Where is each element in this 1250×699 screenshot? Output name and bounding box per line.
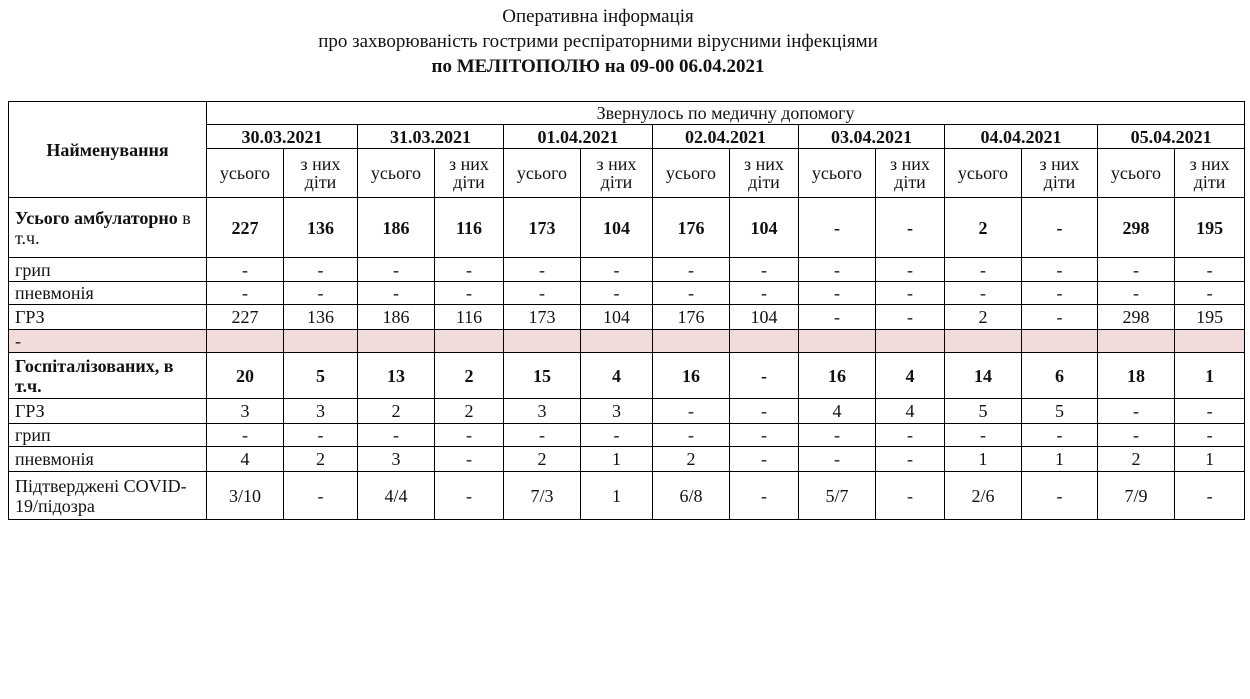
cell-value: - — [730, 258, 799, 282]
title-line-2: про захворюваність гострими респіраторними вірусними інфекціями — [318, 31, 878, 52]
cell-value: 3 — [207, 399, 284, 424]
cell-value: 3 — [581, 399, 653, 424]
row-name: - — [9, 330, 207, 353]
title-line-1: Оперативна інформація — [502, 6, 694, 27]
cell-value: 2 — [435, 353, 504, 399]
cell-value — [799, 330, 876, 353]
cell-value — [207, 330, 284, 353]
subheader-total: усього — [504, 149, 581, 198]
cell-value: - — [1022, 198, 1098, 258]
cell-value: - — [435, 472, 504, 520]
subheader-total: усього — [1098, 149, 1175, 198]
cell-value: 195 — [1175, 198, 1245, 258]
cell-value: - — [435, 424, 504, 447]
cell-value: - — [1175, 472, 1245, 520]
cell-value: - — [653, 258, 730, 282]
cell-value: - — [876, 258, 945, 282]
cell-value: 5 — [945, 399, 1022, 424]
cell-value: - — [730, 472, 799, 520]
table-row — [9, 282, 1245, 305]
row-name: грип — [9, 258, 207, 282]
cell-value: 173 — [504, 305, 581, 330]
cell-value — [1175, 330, 1245, 353]
cell-value: 227 — [207, 198, 284, 258]
cell-value: 15 — [504, 353, 581, 399]
subheader-kids: з них діти — [1175, 149, 1245, 198]
subheader-kids: з них діти — [876, 149, 945, 198]
subheader-total: усього — [653, 149, 730, 198]
cell-value: - — [876, 424, 945, 447]
date-header: 04.04.2021 — [945, 125, 1098, 149]
subheader-total: усього — [799, 149, 876, 198]
table-row — [9, 399, 1245, 424]
cell-value: - — [876, 305, 945, 330]
cell-value: 2 — [653, 447, 730, 472]
cell-value: 13 — [358, 353, 435, 399]
cell-value: 1 — [945, 447, 1022, 472]
date-header: 31.03.2021 — [358, 125, 504, 149]
cell-value — [284, 330, 358, 353]
cell-value: - — [284, 424, 358, 447]
cell-value: - — [435, 258, 504, 282]
subheader-kids: з них діти — [581, 149, 653, 198]
cell-value: - — [799, 424, 876, 447]
cell-value: - — [1175, 424, 1245, 447]
cell-value: 2 — [945, 305, 1022, 330]
cell-value: - — [358, 258, 435, 282]
cell-value: 136 — [284, 305, 358, 330]
cell-value: - — [284, 472, 358, 520]
cell-value — [945, 330, 1022, 353]
cell-value: - — [653, 282, 730, 305]
cell-value: - — [284, 258, 358, 282]
cell-value: 4 — [876, 353, 945, 399]
cell-value: - — [799, 198, 876, 258]
row-name: пневмонія — [9, 447, 207, 472]
cell-value: - — [435, 282, 504, 305]
cell-value: - — [1098, 282, 1175, 305]
cell-value: - — [504, 282, 581, 305]
cell-value: 104 — [581, 198, 653, 258]
table-row — [9, 472, 1245, 520]
row-name: Госпіталізованих, в т.ч. — [9, 353, 207, 399]
cell-value: - — [1098, 424, 1175, 447]
cell-value: 7/3 — [504, 472, 581, 520]
cell-value: - — [730, 424, 799, 447]
cell-value — [358, 330, 435, 353]
table-row — [9, 353, 1245, 399]
title-line-3: по МЕЛІТОПОЛЮ на 09-00 06.04.2021 — [431, 56, 765, 77]
cell-value: 16 — [653, 353, 730, 399]
cell-value: 4 — [207, 447, 284, 472]
cell-value — [730, 330, 799, 353]
cell-value: - — [799, 282, 876, 305]
date-header: 30.03.2021 — [207, 125, 358, 149]
cell-value: 3/10 — [207, 472, 284, 520]
cell-value: - — [207, 258, 284, 282]
cell-value: - — [1022, 472, 1098, 520]
cell-value: 2 — [1098, 447, 1175, 472]
cell-value — [876, 330, 945, 353]
cell-value: 6 — [1022, 353, 1098, 399]
subheader-kids: з них діти — [284, 149, 358, 198]
cell-value: 2 — [504, 447, 581, 472]
cell-value: 1 — [1022, 447, 1098, 472]
subheader-total: усього — [207, 149, 284, 198]
cell-value: 18 — [1098, 353, 1175, 399]
cell-value: - — [504, 424, 581, 447]
cell-value — [435, 330, 504, 353]
subheader-total: усього — [945, 149, 1022, 198]
subheader-total: усього — [358, 149, 435, 198]
cell-value: - — [876, 447, 945, 472]
cell-value: 2 — [358, 399, 435, 424]
cell-value: - — [945, 258, 1022, 282]
cell-value: 104 — [730, 305, 799, 330]
cell-value: 2 — [945, 198, 1022, 258]
table-row — [9, 305, 1245, 330]
cell-value: - — [284, 282, 358, 305]
cell-value: - — [876, 282, 945, 305]
cell-value: - — [799, 305, 876, 330]
cell-value: 2/6 — [945, 472, 1022, 520]
cell-value: - — [1022, 258, 1098, 282]
subheader-kids: з них діти — [1022, 149, 1098, 198]
cell-value: - — [358, 282, 435, 305]
table-row — [9, 447, 1245, 472]
statistics-table — [8, 101, 1245, 520]
cell-value: - — [207, 282, 284, 305]
subheader-kids: з них діти — [435, 149, 504, 198]
row-name: Усього амбулаторно в т.ч. — [9, 198, 207, 258]
header-name-column: Найменування — [9, 102, 207, 198]
document-title — [0, 4, 1196, 79]
cell-value: - — [653, 424, 730, 447]
cell-value: 3 — [504, 399, 581, 424]
cell-value: - — [1022, 305, 1098, 330]
cell-value: - — [730, 399, 799, 424]
cell-value: 104 — [730, 198, 799, 258]
cell-value: - — [945, 282, 1022, 305]
cell-value: - — [207, 424, 284, 447]
table-row — [9, 424, 1245, 447]
cell-value: 136 — [284, 198, 358, 258]
subheader-kids: з них діти — [730, 149, 799, 198]
table-row — [9, 198, 1245, 258]
cell-value: 195 — [1175, 305, 1245, 330]
cell-value: - — [799, 258, 876, 282]
cell-value: - — [1022, 282, 1098, 305]
cell-value: 3 — [284, 399, 358, 424]
cell-value — [1022, 330, 1098, 353]
cell-value: 173 — [504, 198, 581, 258]
cell-value: 176 — [653, 305, 730, 330]
cell-value: - — [945, 424, 1022, 447]
cell-value: - — [504, 258, 581, 282]
cell-value: 116 — [435, 305, 504, 330]
cell-value: - — [358, 424, 435, 447]
cell-value: 298 — [1098, 305, 1175, 330]
cell-value: 6/8 — [653, 472, 730, 520]
cell-value: - — [581, 282, 653, 305]
cell-value: 16 — [799, 353, 876, 399]
cell-value: 2 — [435, 399, 504, 424]
cell-value: 4/4 — [358, 472, 435, 520]
row-name: пневмонія — [9, 282, 207, 305]
cell-value: 4 — [876, 399, 945, 424]
date-header: 02.04.2021 — [653, 125, 799, 149]
cell-value: 116 — [435, 198, 504, 258]
cell-value: - — [1175, 282, 1245, 305]
cell-value: - — [876, 198, 945, 258]
cell-value: - — [730, 447, 799, 472]
cell-value: - — [1175, 258, 1245, 282]
row-name: ГРЗ — [9, 305, 207, 330]
cell-value: 1 — [1175, 353, 1245, 399]
cell-value: 186 — [358, 198, 435, 258]
cell-value: 227 — [207, 305, 284, 330]
date-header: 05.04.2021 — [1098, 125, 1245, 149]
row-name: Підтверджені COVID-19/підозра — [9, 472, 207, 520]
cell-value: 5 — [284, 353, 358, 399]
cell-value: - — [876, 472, 945, 520]
cell-value: 186 — [358, 305, 435, 330]
cell-value: - — [730, 282, 799, 305]
cell-value: 176 — [653, 198, 730, 258]
cell-value: - — [799, 447, 876, 472]
date-header: 01.04.2021 — [504, 125, 653, 149]
row-name: грип — [9, 424, 207, 447]
cell-value: - — [581, 424, 653, 447]
cell-value: - — [581, 258, 653, 282]
cell-value: - — [1098, 399, 1175, 424]
cell-value: 1 — [581, 472, 653, 520]
cell-value — [504, 330, 581, 353]
cell-value: 4 — [799, 399, 876, 424]
cell-value: 14 — [945, 353, 1022, 399]
cell-value: 2 — [284, 447, 358, 472]
table-row — [9, 330, 1245, 353]
cell-value: 3 — [358, 447, 435, 472]
cell-value: 7/9 — [1098, 472, 1175, 520]
cell-value — [653, 330, 730, 353]
cell-value: 1 — [1175, 447, 1245, 472]
cell-value: - — [435, 447, 504, 472]
cell-value: - — [653, 399, 730, 424]
cell-value: - — [1175, 399, 1245, 424]
cell-value: 1 — [581, 447, 653, 472]
date-header: 03.04.2021 — [799, 125, 945, 149]
table-row — [9, 258, 1245, 282]
cell-value: 104 — [581, 305, 653, 330]
row-name: ГРЗ — [9, 399, 207, 424]
cell-value: - — [1022, 424, 1098, 447]
cell-value: - — [1098, 258, 1175, 282]
cell-value: 20 — [207, 353, 284, 399]
cell-value: 5/7 — [799, 472, 876, 520]
header-group: Звернулось по медичну допомогу — [207, 102, 1245, 125]
cell-value — [1098, 330, 1175, 353]
cell-value: 4 — [581, 353, 653, 399]
cell-value: - — [730, 353, 799, 399]
cell-value: 5 — [1022, 399, 1098, 424]
cell-value: 298 — [1098, 198, 1175, 258]
cell-value — [581, 330, 653, 353]
